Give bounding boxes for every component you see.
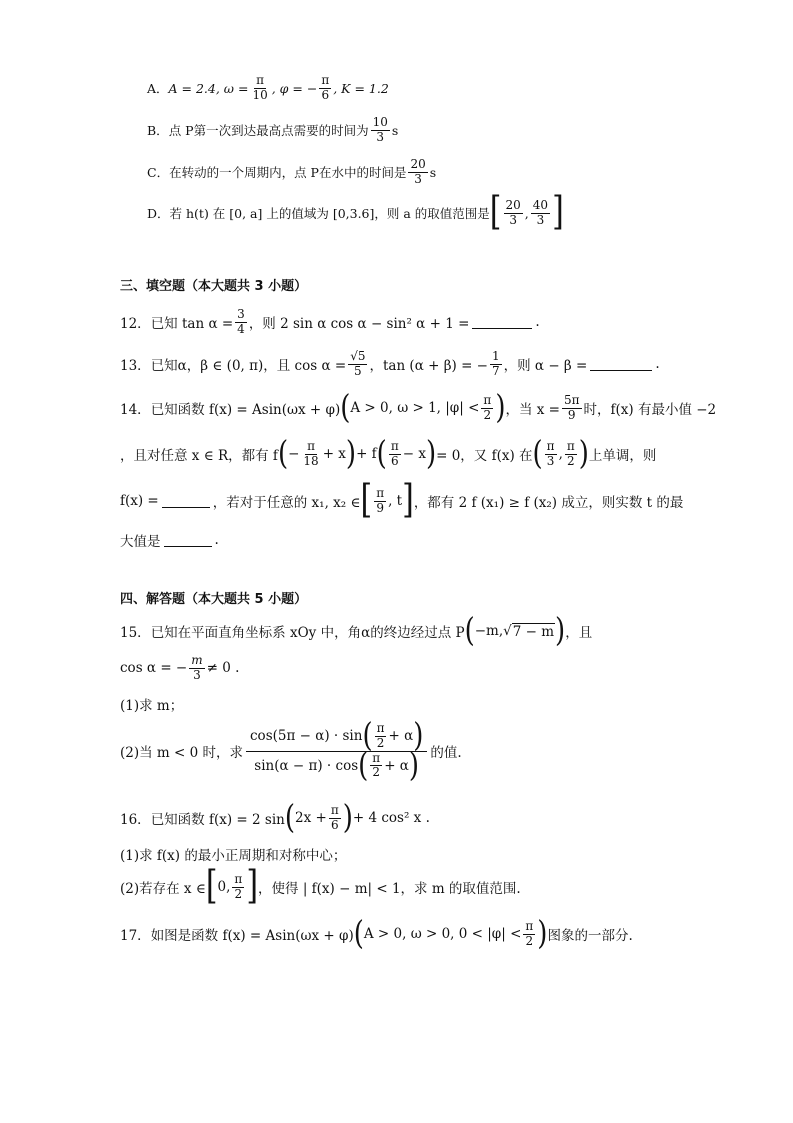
fraction: $\frac{\pi}{9}$ [376, 485, 385, 515]
question-16-part-1: (1)求 f(x) 的最小正周期和对称中心； [120, 848, 347, 864]
answer-blank[interactable] [590, 358, 652, 371]
question-16: 16． 已知函数 f(x) = 2 sin ( 2x + $\frac{\pi}{6}$ ) + 4 cos² x . [120, 799, 430, 838]
fraction: $\frac{√5}{5}$ [350, 349, 366, 378]
answer-blank[interactable] [164, 534, 212, 547]
question-17: 17． 如图是函数 f(x) = Asin(ωx + φ) ( A > 0, ω > 0, 0 < |φ| < $\frac{\pi}{2}$ ) 图象的一部分. [120, 915, 633, 954]
option-a: A． A = 2.4, ω = $\frac{\pi}{10}$ , φ = − $\frac{\pi}{6}$ , K = 1.2 [147, 73, 389, 102]
fraction: $\frac{\pi}{2}$ [376, 721, 385, 750]
fraction: $\frac{\pi}{10}$ [252, 73, 268, 102]
fraction: $\frac{20}{3}$ [410, 157, 426, 186]
question-14-line-1: 14． 已知函数 f(x) = Asin(ωx + φ) ( A > 0, ω > 1, |φ| < $\frac{\pi}{2}$ ) ，当 x = $\frac{5\pi}{9}$ 时，f(x) 有最小值 −2 [120, 389, 717, 428]
fraction: $\frac{5\pi}{9}$ [563, 393, 580, 422]
question-16-part-2: (2)若存在 x ∈ [ 0, $\frac{\pi}{2}$ ] ，使得 | f(x) − m| < 1，求 m 的取值范围. [120, 863, 521, 910]
section-heading-answer: 四、解答题（本大题共 5 小题） [120, 592, 308, 607]
question-14-line-2: ，且对任意 x ∈ R，都有 f ( − $\frac{\pi}{18}$ + x ) + f ( $\frac{\pi}{6}$ − x ) = 0，又 f(x) 在 ( $\frac{\pi}{3}$ , $\frac{\pi}{2}$ ) 上单调，则 [120, 435, 657, 474]
fraction: $\frac{1}{7}$ [491, 349, 500, 378]
fraction: $\frac{3}{4}$ [237, 307, 245, 336]
question-13: 13． 已知α，β ∈ (0, π)，且 cos α = $\frac{√5}{5}$ ，tan (α + β) = − $\frac{1}{7}$ ，则 α − β = . [120, 349, 660, 378]
fraction: $\frac{40}{3}$ [532, 197, 549, 227]
fraction: $\frac{\pi}{18}$ [303, 439, 319, 468]
fraction: $\frac{10}{3}$ [372, 115, 388, 144]
question-14-line-4: 大值是 . [120, 532, 219, 550]
fraction: $\frac{\pi}{2}$ [525, 919, 534, 948]
question-14-line-3: f(x) = ，若对于任意的 x₁, x₂ ∈ [ $\frac{\pi}{9}$ , t ] ，都有 2 f (x₁) ≥ f (x₂) 成立，则实数 t 的最 [120, 477, 684, 524]
fraction: $\frac{\pi}{2}$ [234, 871, 243, 901]
fraction: $\frac{\pi}{2}$ [372, 750, 381, 780]
question-15-part-1: (1)求 m； [120, 698, 184, 714]
question-15-part-2: (2)当 m < 0 时，求 cos(5π − α) · sin ( $\frac{\pi}{2}$ + α ) sin(α − π) · cos ( $\frac{\pi}{2}$ + α ) 的值. [120, 717, 462, 785]
option-b: B． 点 P第一次到达最高点需要的时间为 $\frac{10}{3}$ s [147, 115, 399, 144]
answer-blank[interactable] [472, 316, 532, 329]
fraction: $\frac{m}{3}$ [191, 653, 203, 682]
fraction: $\frac{\pi}{6}$ [330, 803, 339, 832]
question-15-line-1: 15． 已知在平面直角坐标系 xOy 中，角α的终边经过点 P ( −m, √ 7 − m ) ，且 [120, 612, 593, 650]
fraction: $\frac{\pi}{3}$ [546, 439, 555, 468]
big-fraction: cos(5π − α) · sin ( $\frac{\pi}{2}$ + α ) sin(α − π) · cos ( $\frac{\pi}{2}$ + α ) [246, 722, 427, 780]
fraction: $\frac{\pi}{6}$ [321, 73, 330, 102]
fraction: $\frac{\pi}{6}$ [390, 439, 399, 468]
section-heading-fill-in: 三、填空题（本大题共 3 小题） [120, 279, 308, 294]
answer-blank[interactable] [162, 495, 210, 508]
fraction: $\frac{20}{3}$ [505, 197, 521, 227]
fraction: $\frac{\pi}{2}$ [483, 393, 492, 422]
question-12: 12． 已知 tan α = $\frac{3}{4}$ ，则 2 sin α cos α − sin² α + 1 = . [120, 307, 540, 336]
question-15-line-2: cos α = − $\frac{m}{3}$ ≠ 0 . [120, 653, 240, 682]
fraction: $\frac{\pi}{2}$ [566, 439, 575, 468]
option-d: D． 若 h(t) 在 [0, a] 上的值域为 [0,3.6]，则 a 的取值范围是 [ $\frac{20}{3}$ , $\frac{40}{3}$ ] [147, 189, 564, 236]
option-c: C． 在转动的一个周期内，点 P在水中的时间是 $\frac{20}{3}$ s [147, 157, 437, 186]
